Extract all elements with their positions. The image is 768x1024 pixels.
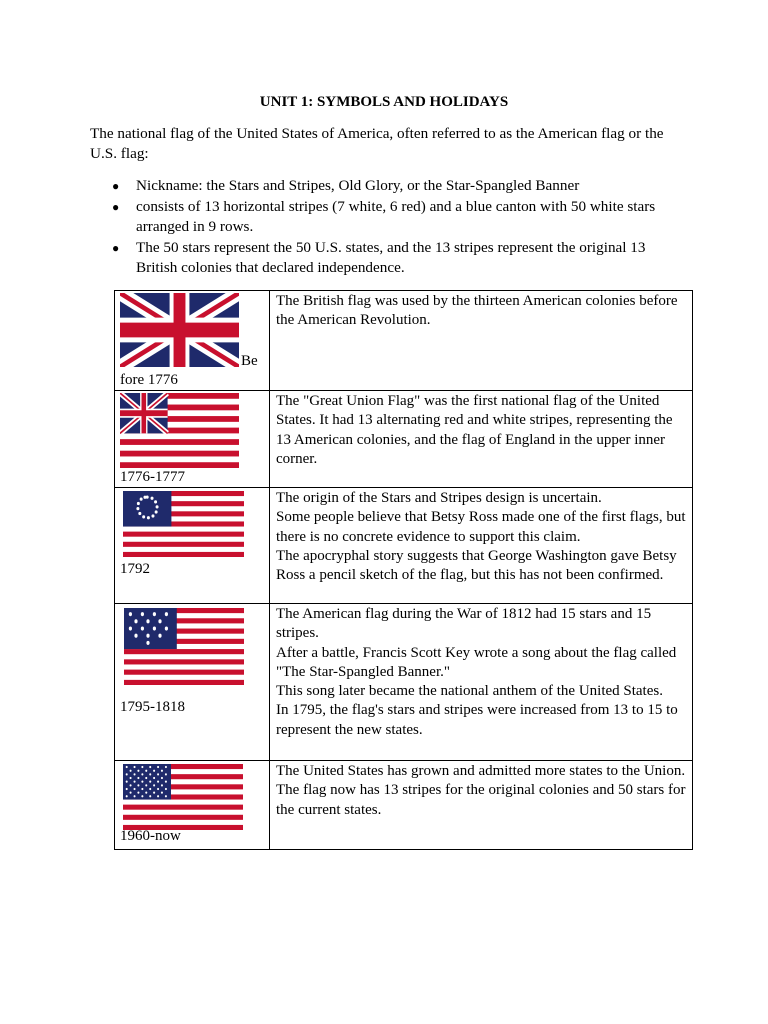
bullet-text: Nickname: the Stars and Stripes, Old Glory, or the Star-Spangled Banner xyxy=(136,177,580,194)
description-cell xyxy=(270,604,693,761)
year-label-part: Be xyxy=(241,353,258,369)
page-title: UNIT 1: SYMBOLS AND HOLIDAYS xyxy=(259,94,509,110)
description-cell xyxy=(270,488,693,604)
year-label: 1776-1777 xyxy=(120,469,185,485)
year-label: 1795-1818 xyxy=(120,699,185,715)
flag-image-cell xyxy=(115,291,270,391)
description-cell xyxy=(270,761,693,850)
description-cell xyxy=(270,291,693,391)
table-row xyxy=(115,488,693,604)
description-text: The British flag was used by the thirteen American colonies before the American Revolution. xyxy=(276,293,678,329)
flag-image-cell xyxy=(115,761,270,850)
description-line: Some people believe that Betsy Ross made one of the first flags, but there is no concrete evidence to support this claim. xyxy=(276,509,686,545)
description-line: The flag now has 13 stripes for the original colonies and 50 stars for the current states. xyxy=(276,782,686,818)
list-item xyxy=(108,176,678,197)
table-row xyxy=(115,604,693,761)
grand-union-flag-icon xyxy=(120,393,239,468)
description-cell xyxy=(270,391,693,488)
description-text: The "Great Union Flag" was the first national flag of the United States. It had 13 alternating red and white stripes, representing the 13 American colonies, and the flag of England in the upper inner corner. xyxy=(276,393,673,467)
intro-paragraph: The national flag of the United States of America, often referred to as the American flag or the U.S. flag: xyxy=(90,125,664,162)
union-jack-flag-icon xyxy=(120,293,239,367)
flag-image-cell xyxy=(115,604,270,761)
description-line: The apocryphal story suggests that George Washington gave Betsy Ross a pencil sketch of the flag, but this has not been confirmed. xyxy=(276,547,677,584)
bullet-text: The 50 stars represent the 50 U.S. states, and the 13 stripes represent the original 13 British colonies that declared independence. xyxy=(136,238,646,276)
flag-image-cell xyxy=(115,391,270,488)
list-item xyxy=(108,238,678,279)
table-row xyxy=(115,291,693,391)
table-row xyxy=(115,761,693,850)
fifty-star-flag-icon xyxy=(123,764,243,830)
betsy-ross-flag-icon xyxy=(123,491,244,557)
bullet-text: consists of 13 horizontal stripes (7 white, 6 red) and a blue canton with 50 white stars arranged in 9 rows. xyxy=(136,197,656,235)
flag-image-cell xyxy=(115,488,270,604)
description-line: The United States has grown and admitted more states to the Union. xyxy=(276,763,686,779)
star-spangled-banner-flag-icon xyxy=(124,608,244,685)
table-row xyxy=(115,391,693,488)
bullet-list xyxy=(108,176,678,279)
list-item xyxy=(108,197,678,238)
description-line: After a battle, Francis Scott Key wrote a song about the flag called "The Star-Spangled Banner." xyxy=(276,644,677,680)
description-line: The American flag during the War of 1812 had 15 stars and 15 stripes. xyxy=(276,606,652,642)
flag-history-table xyxy=(114,290,693,850)
bullet-icon: ● xyxy=(112,199,120,214)
description-line: The origin of the Stars and Stripes design is uncertain. xyxy=(276,490,602,506)
year-label: 1960-now xyxy=(120,828,181,844)
bullet-icon: ● xyxy=(112,240,120,255)
description-line: This song later became the national anthem of the United States. xyxy=(276,683,663,700)
bullet-icon: ● xyxy=(112,179,120,193)
year-label: 1792 xyxy=(120,561,150,577)
description-line: In 1795, the flag's stars and stripes were increased from 13 to 15 to represent the new states. xyxy=(276,702,678,738)
year-label: fore 1776 xyxy=(120,372,178,388)
